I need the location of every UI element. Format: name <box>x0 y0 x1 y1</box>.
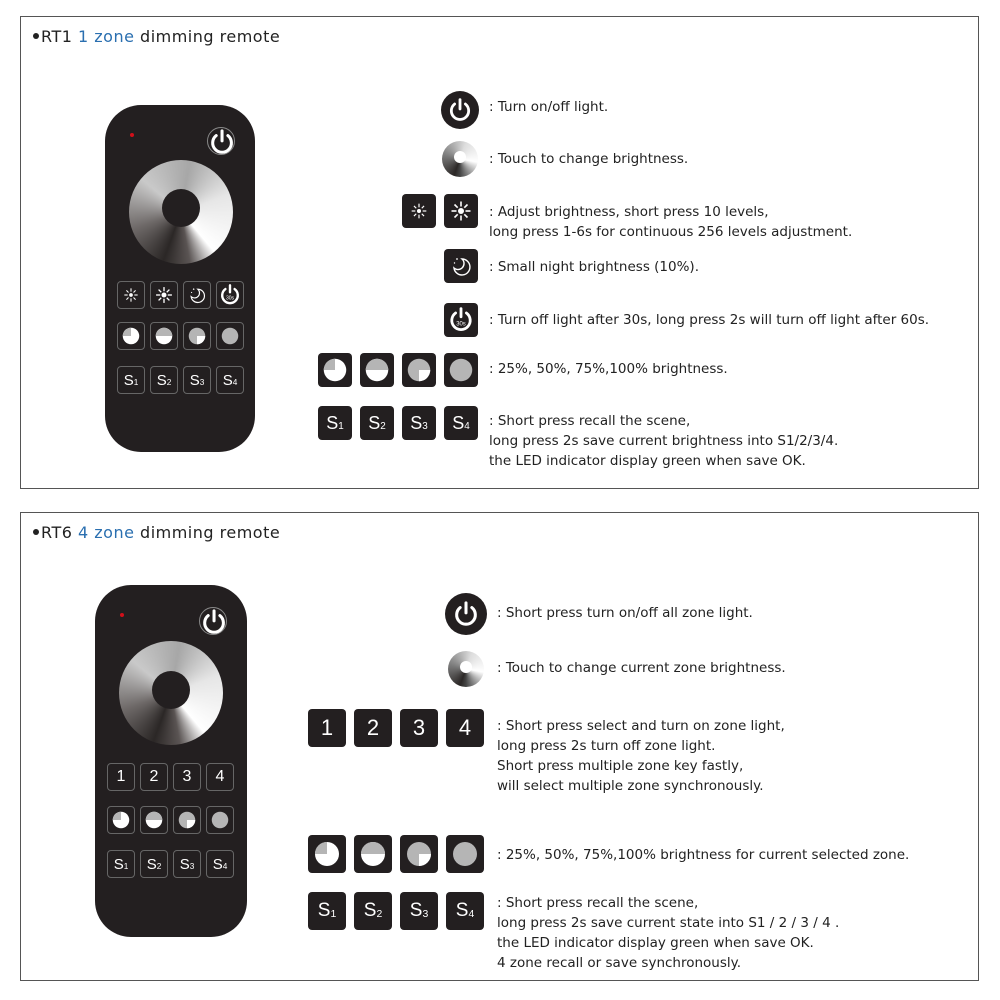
brightness-25-icon <box>308 835 346 873</box>
zone-4-icon: 4 <box>446 709 484 747</box>
night-icon <box>444 249 478 283</box>
remote-power-button <box>199 607 227 635</box>
zone-count: 1 zone <box>78 27 135 46</box>
remote-key-25 <box>107 806 135 834</box>
desc-brightness-levels: : 25%, 50%, 75%,100% brightness. <box>489 361 728 377</box>
model-name: RT1 <box>41 27 73 46</box>
zone-1-icon: 1 <box>308 709 346 747</box>
model-name: RT6 <box>41 523 73 542</box>
desc-power: : Short press turn on/off all zone light. <box>497 605 753 621</box>
brightness-100-icon <box>444 353 478 387</box>
remote-key-zone-2: 2 <box>140 763 168 791</box>
desc-scenes: : Short press recall the scene, long press 2s save current state into S1 / 2 / 3 / 4 . the LED indicator display green when save OK. 4 zone recall or save synchronously. <box>497 895 840 971</box>
remote-key-s1: S 1 <box>107 850 135 878</box>
remote-key-brightness-up <box>150 281 178 309</box>
touch-wheel <box>119 641 223 745</box>
remote-key-s2: S 2 <box>140 850 168 878</box>
touch-wheel-icon <box>448 651 484 687</box>
brightness-down-icon <box>402 194 436 228</box>
touch-wheel-icon <box>442 141 478 177</box>
zone-2-icon: 2 <box>354 709 392 747</box>
touch-wheel <box>129 160 233 264</box>
section-title <box>33 523 280 542</box>
title-rest: dimming remote <box>140 27 281 46</box>
zone-3-icon: 3 <box>400 709 438 747</box>
desc-touch-wheel: : Touch to change brightness. <box>489 151 689 167</box>
desc-touch-wheel: : Touch to change current zone brightness. <box>497 660 786 676</box>
bullet-icon <box>33 33 39 39</box>
remote-key-s3: S 3 <box>173 850 201 878</box>
remote-key-100 <box>216 322 244 350</box>
remote-key-25 <box>117 322 145 350</box>
rt1-remote-image <box>105 105 255 452</box>
remote-key-s3: S 3 <box>183 366 211 394</box>
scene-s2-icon: S 2 <box>360 406 394 440</box>
scene-s1-icon: S 1 <box>308 892 346 930</box>
brightness-25-icon <box>318 353 352 387</box>
scene-s4-icon: S 4 <box>444 406 478 440</box>
remote-key-night <box>183 281 211 309</box>
remote-key-75 <box>173 806 201 834</box>
remote-key-timer <box>216 281 244 309</box>
brightness-up-icon <box>444 194 478 228</box>
led-indicator <box>120 613 124 617</box>
remote-key-s4: S 4 <box>206 850 234 878</box>
remote-key-brightness-down <box>117 281 145 309</box>
brightness-50-icon <box>360 353 394 387</box>
brightness-75-icon <box>400 835 438 873</box>
rt1-panel <box>20 16 979 489</box>
remote-key-s2: S 2 <box>150 366 178 394</box>
desc-brightness-levels: : 25%, 50%, 75%,100% brightness for current selected zone. <box>497 847 910 863</box>
remote-key-50 <box>140 806 168 834</box>
section-title <box>33 27 280 46</box>
desc-scenes: : Short press recall the scene, long press 2s save current brightness into S1/2/3/4. the LED indicator display green when save OK. <box>489 413 839 469</box>
brightness-75-icon <box>402 353 436 387</box>
led-indicator <box>130 133 134 137</box>
title-rest: dimming remote <box>140 523 281 542</box>
bullet-icon <box>33 529 39 535</box>
power-icon <box>445 593 487 635</box>
desc-brightness-adjust: : Adjust brightness, short press 10 levels, long press 1-6s for continuous 256 levels adjustment. <box>489 204 853 240</box>
remote-key-75 <box>183 322 211 350</box>
remote-key-zone-4: 4 <box>206 763 234 791</box>
scene-s1-icon: S 1 <box>318 406 352 440</box>
desc-timer: : Turn off light after 30s, long press 2s will turn off light after 60s. <box>489 312 930 328</box>
remote-key-50 <box>150 322 178 350</box>
desc-power: : Turn on/off light. <box>489 99 609 115</box>
timer-30s-icon <box>444 303 478 337</box>
rt6-remote-image <box>95 585 247 937</box>
zone-count: 4 zone <box>78 523 135 542</box>
scene-s3-icon: S 3 <box>402 406 436 440</box>
brightness-50-icon <box>354 835 392 873</box>
remote-key-zone-1: 1 <box>107 763 135 791</box>
remote-key-zone-3: 3 <box>173 763 201 791</box>
remote-power-button <box>207 127 235 155</box>
remote-key-100 <box>206 806 234 834</box>
scene-s3-icon: S 3 <box>400 892 438 930</box>
brightness-100-icon <box>446 835 484 873</box>
scene-s4-icon: S 4 <box>446 892 484 930</box>
desc-night: : Small night brightness (10%). <box>489 259 699 275</box>
remote-key-s1: S 1 <box>117 366 145 394</box>
desc-zone-keys: : Short press select and turn on zone light, long press 2s turn off zone light. Short press multiple zone key fastly, will select multiple zone synchronously. <box>497 718 785 794</box>
remote-key-s4: S 4 <box>216 366 244 394</box>
rt6-panel <box>20 512 979 981</box>
scene-s2-icon: S 2 <box>354 892 392 930</box>
power-icon <box>441 91 479 129</box>
